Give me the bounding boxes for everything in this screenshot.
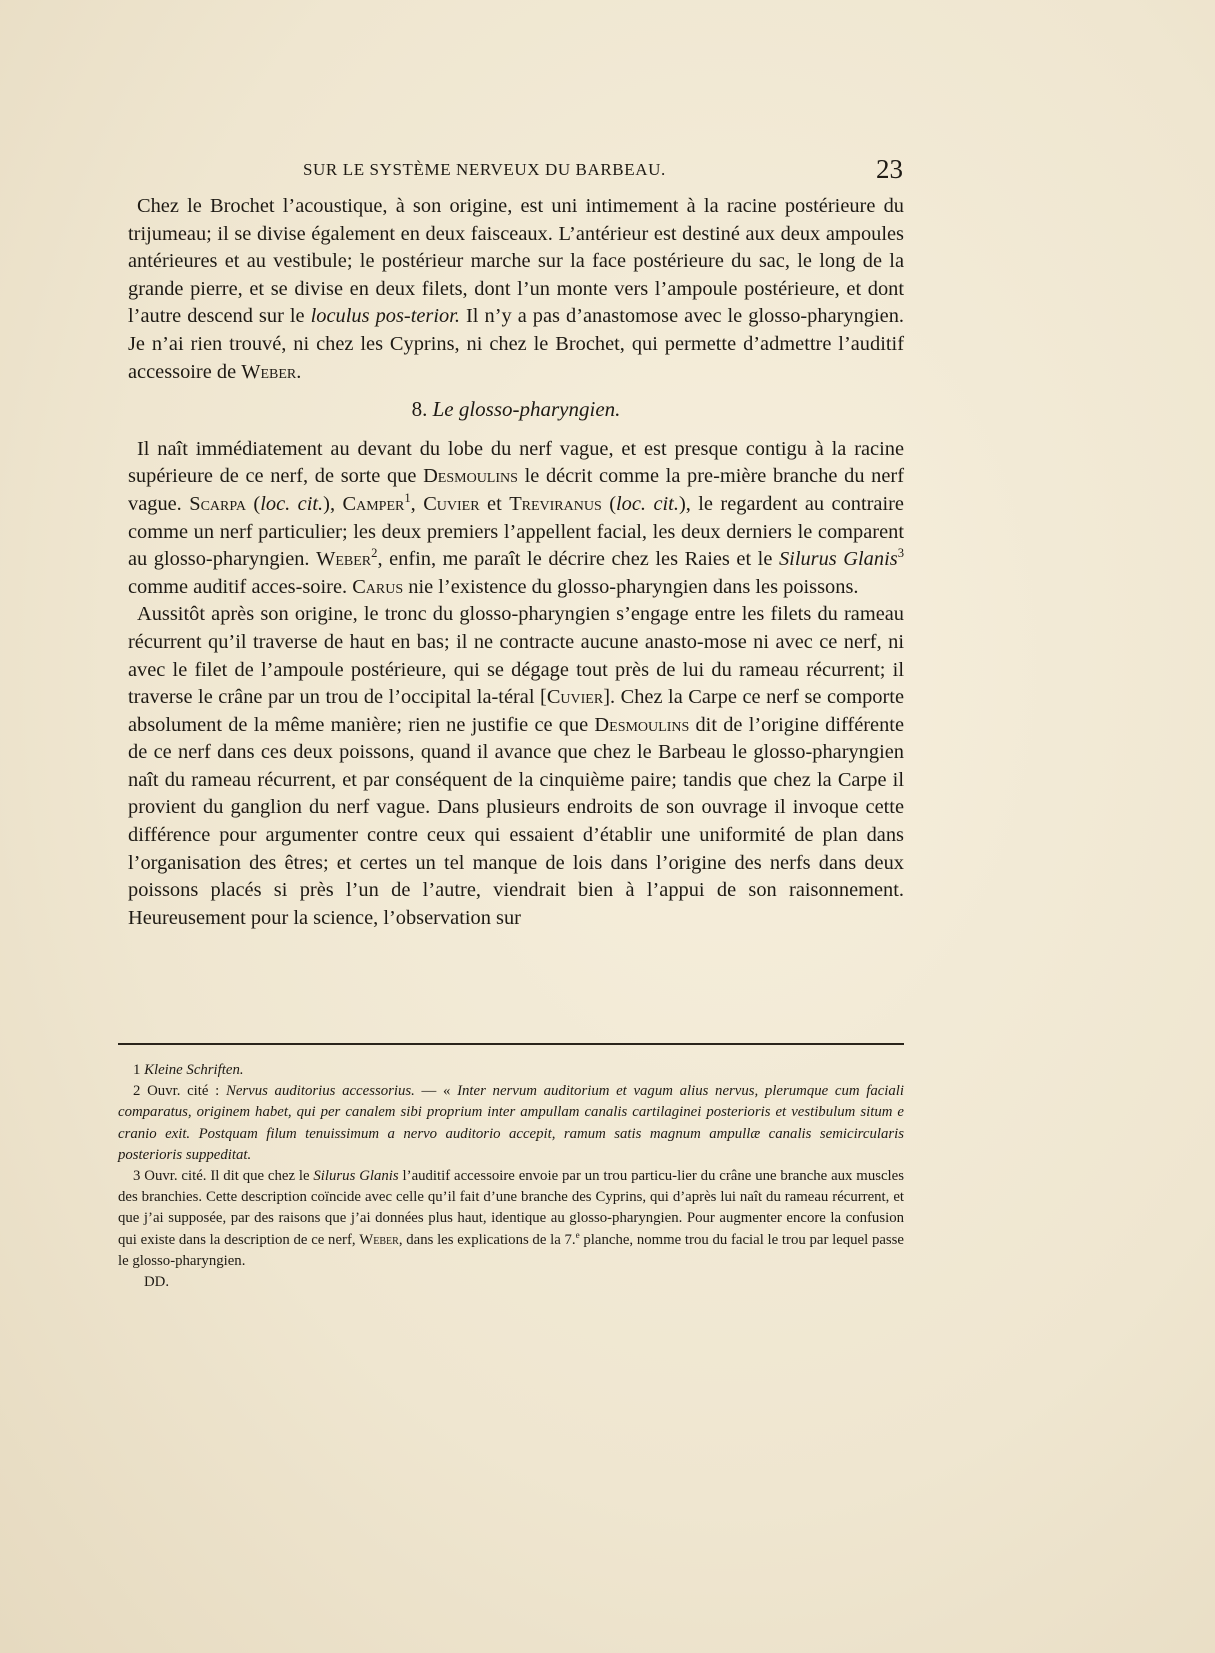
- text-run: Aussitôt après son origine, le tronc du glosso-pharyngien s’engage entre les filets du rameau récurrent qu’il traverse de haut en bas; il ne contracte aucune anasto-mose ni avec ce nerf, ni avec le filet de l’ampoule postérieure, qui se dégage tout près de lui du rameau récurrent; il traverse le crâne par un trou de l’occipital la-téral [: [128, 603, 904, 709]
- paragraph-origine-glosso: [128, 436, 904, 602]
- author-name: Cuvier: [546, 686, 604, 709]
- text-run: ]. Chez la Carpe ce nerf se comporte absolument de la même manière; rien ne justifie ce que: [128, 686, 904, 736]
- main-text: [128, 193, 904, 932]
- footnote-ref[interactable]: 1: [404, 491, 411, 506]
- text-run: Ouvr. cité. Il dit que chez le: [144, 1168, 314, 1185]
- author-name: Carus: [352, 575, 404, 598]
- italic-term: Kleine Schriften.: [144, 1062, 244, 1078]
- text-run: , enfin, me paraît le décrire chez les Raies et le: [377, 548, 779, 571]
- latin-quote: Inter nervum auditorium et vagum alius nervus, plerumque cum faciali comparatus, originem habet, qui per canalem sibi proprium inter ampullam canalis cartilaginei posterioris et vestibulum situm e cranio exit. Postquam filum tenuissimum a nervo auditorio accepit, ramum satis magnum ampullæ canalis semicircularis posterioris suppeditat.: [118, 1083, 905, 1163]
- signature: DD.: [144, 1274, 170, 1291]
- text-run: Ouvr. cité :: [147, 1083, 226, 1100]
- text-run: , dans les explications de la 7.: [398, 1231, 576, 1248]
- italic-term: loc. cit.: [260, 492, 324, 515]
- ordinal-suffix: e: [575, 1229, 580, 1240]
- text-run: .: [296, 360, 302, 383]
- text-run: Il naît immédiatement au devant du lobe du nerf vague, et est presque contigu à la racine supérieure de ce nerf, de sorte que: [128, 437, 904, 488]
- author-name: Weber: [241, 360, 297, 383]
- footnote-number: 3: [133, 1168, 141, 1185]
- author-name: Desmoulins: [423, 465, 518, 488]
- author-name: Weber: [316, 548, 372, 571]
- footnote-1: [118, 1060, 904, 1081]
- running-title: SUR LE SYSTÈME NERVEUX DU BARBEAU.: [303, 160, 666, 179]
- text-run: et: [479, 492, 510, 515]
- section-title: Le glosso-pharyngien.: [432, 397, 621, 422]
- text-run: comme auditif acces-soire.: [128, 575, 353, 598]
- author-name: Weber: [359, 1231, 399, 1248]
- author-name: Scarpa: [189, 492, 246, 515]
- italic-term: Silurus Glanis: [778, 548, 898, 571]
- footnote-number: 1: [133, 1062, 141, 1078]
- footnote-divider: [118, 1043, 904, 1045]
- page-number: 23: [876, 154, 903, 184]
- text-run: l’auditif accessoire envoie par un trou particu-lier du crâne une branche aux muscles des branchies. Cette description coïncide avec celle qu’il fait d’une branche des Cyprins, qui d’après lui naît du rameau récurrent, et que j’ai supposée, par des raisons que j’ai données plus haut, identique au glosso-pharyngien. Pour augmenter encore la confusion qui existe dans la description de ce nerf,: [118, 1168, 904, 1248]
- text-run: ,: [410, 492, 424, 515]
- text-run: nie l’existence du glosso-pharyngien dans les poissons.: [403, 575, 859, 598]
- footnote-ref[interactable]: 3: [897, 546, 904, 561]
- footnote-3: [118, 1166, 904, 1272]
- italic-term: loc. cit.: [616, 492, 679, 515]
- footnotes: [118, 1060, 904, 1293]
- author-name: Camper: [342, 492, 405, 515]
- section-heading: [128, 396, 904, 424]
- text-run: Il n’y a pas d’anastomose avec le glosso-pharyngien. Je n’ai rien trouvé, ni chez les Cyprins, ni chez le Brochet, qui permette d’admettre l’auditif accessoire de: [128, 305, 905, 383]
- author-name: Cuvier: [423, 492, 480, 515]
- text-run: — «: [414, 1083, 458, 1100]
- footnote-2: [118, 1081, 904, 1166]
- italic-term: loculus pos-terior.: [310, 305, 460, 328]
- section-number: 8.: [411, 397, 428, 422]
- author-name: Treviranus: [509, 492, 602, 515]
- text-run: dit de l’origine différente de ce nerf dans ces deux poissons, quand il avance que chez le Barbeau le glosso-pharyngien naît du rameau récurrent, et par conséquent de la cinquième paire; tandis que chez la Carpe il provient du ganglion du nerf vague. Dans plusieurs endroits de son ouvrage il invoque cette différence pour argumenter contre ceux qui essaient d’établir une uniformité de plan dans l’organisation des êtres; et certes un tel manque de lois dans l’origine des nerfs dans deux poissons placés si près l’un de l’autre, viendrait bien à l’appui de son raisonnement. Heureusement pour la science, l’observation sur: [128, 713, 904, 929]
- italic-term: Nervus auditorius accessorius.: [225, 1083, 415, 1100]
- text-run: (: [245, 492, 261, 515]
- text-run: (: [601, 492, 616, 515]
- author-name: Desmoulins: [594, 713, 690, 736]
- text-run: planche, nomme trou du facial le trou par lequel passe le glosso-pharyngien.: [118, 1231, 904, 1269]
- italic-term: Silurus Glanis: [313, 1168, 399, 1185]
- footnote-ref[interactable]: 2: [371, 546, 378, 561]
- page-header: [303, 154, 903, 190]
- text-run: ),: [323, 492, 343, 515]
- paragraph-trajet-glosso: [128, 601, 904, 932]
- text-run: le décrit comme la pre-mière branche du nerf vague.: [128, 465, 904, 515]
- paragraph-brochet-acoustique: [128, 193, 904, 386]
- footnote-number: 2: [133, 1083, 141, 1100]
- text-run: Chez le Brochet l’acoustique, à son origine, est uni intimement à la racine postérieure du trijumeau; il se divise également en deux faisceaux. L’antérieur est destiné aux deux ampoules antérieures et au vestibule; le postérieur marche sur la face postérieure du sac, le long de la grande pierre, et se divise en deux filets, dont l’un monte vers l’ampoule postérieure, et dont l’autre descend sur le: [128, 195, 904, 328]
- text-run: ), le regardent au contraire comme un nerf particulier; les deux premiers l’appellent facial, les deux derniers le comparent au glosso-pharyngien.: [128, 492, 904, 571]
